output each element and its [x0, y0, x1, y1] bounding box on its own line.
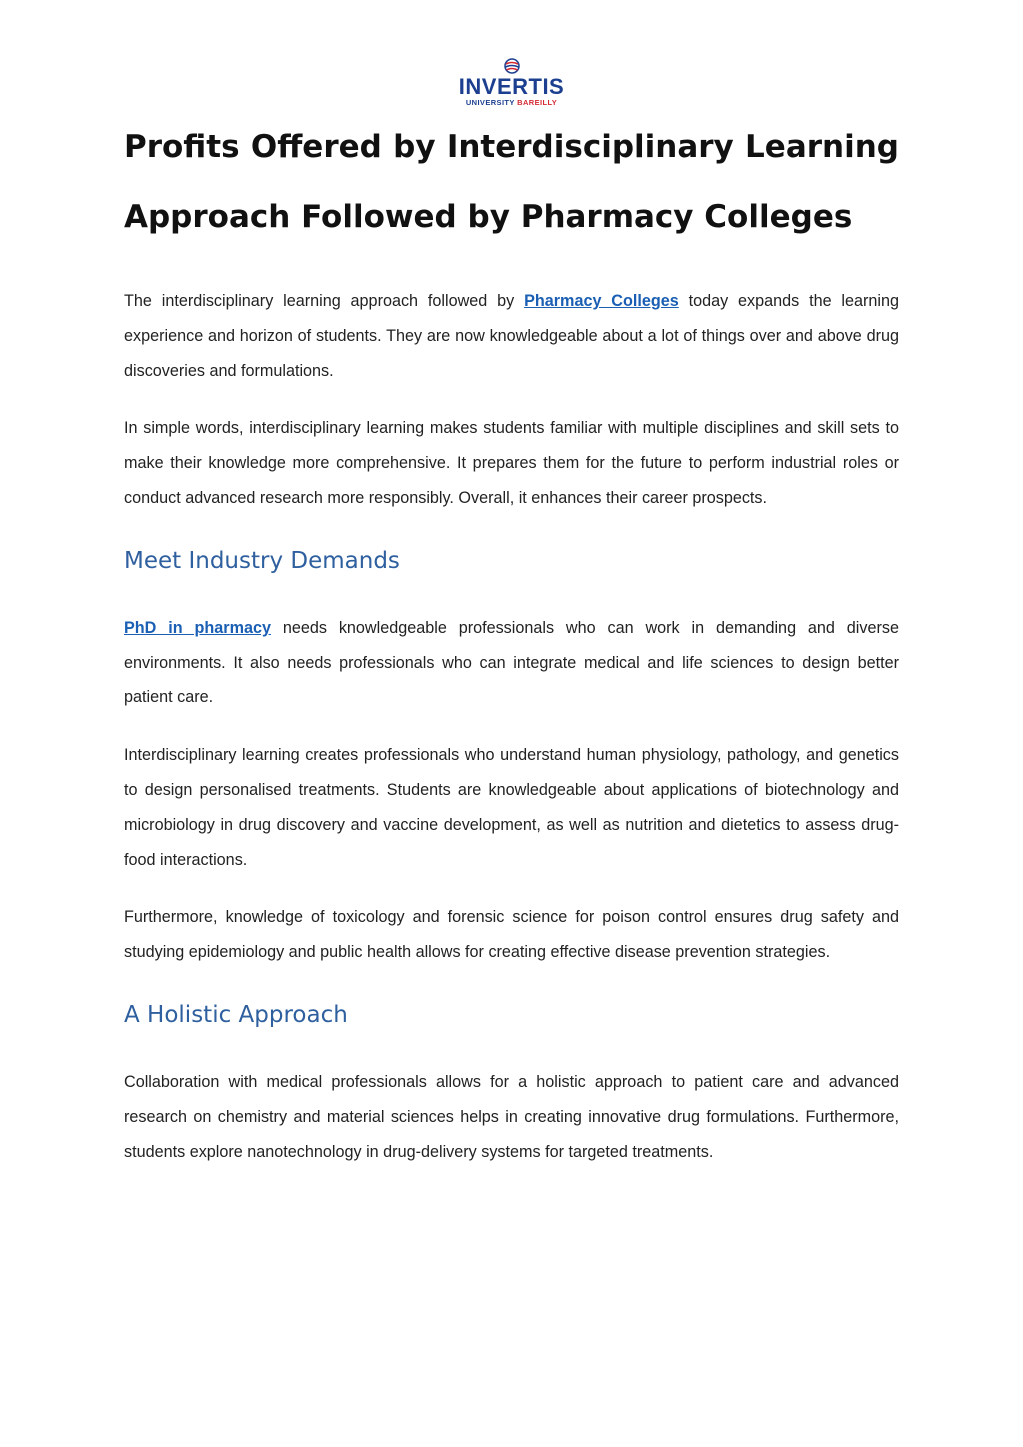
logo-sub-university: UNIVERSITY: [465, 98, 515, 107]
section1-paragraph-3: Furthermore, knowledge of toxicology and forensic science for poison control ensures drug safety and studying epidemiology and public health allows for creating effective disease prevention strategies.: [124, 908, 899, 962]
section1-paragraph-2: Interdisciplinary learning creates professionals who understand human physiology, pathology, and genetics to design personalised treatments. Students are knowledgeable about applications of biotechnology and microbiology in drug discovery and vaccine development, as well as nutrition and dietetics to assess drug-food interactions.: [124, 746, 899, 869]
intro-paragraph-1: [124, 284, 899, 388]
globe-logo-icon: [504, 58, 520, 74]
section1-p1-after: needs knowledgeable professionals who can work in demanding and diverse environments. It also needs professionals who can integrate medical and life sciences to design better patient care.: [124, 618, 899, 707]
logo-wordmark: INVERTIS: [458, 74, 565, 99]
logo-subtitle: [0, 98, 1023, 108]
section-heading-holistic-approach: A Holistic Approach: [124, 1001, 348, 1028]
section1-paragraph-1: [124, 611, 899, 715]
document-title: [124, 112, 899, 252]
section-heading-industry-demands: Meet Industry Demands: [124, 547, 400, 574]
intro-paragraph-2: In simple words, interdisciplinary learning makes students familiar with multiple disciplines and skill sets to make their knowledge more comprehensive. It prepares them for the future to perform industrial roles or conduct advanced research more responsibly. Overall, it enhances their career prospects.: [124, 419, 899, 507]
pharmacy-colleges-link[interactable]: Pharmacy Colleges: [524, 292, 679, 310]
title-line-1: Profits Offered by Interdisciplinary Learning: [124, 129, 899, 165]
phd-in-pharmacy-link[interactable]: PhD in pharmacy: [124, 618, 271, 637]
intro-p1-after: today expands the learning experience and horizon of students. They are now knowledgeable about a lot of things over and above drug discoveries and formulations.: [124, 292, 900, 380]
intro-p1-before: The interdisciplinary learning approach followed by: [124, 292, 525, 310]
university-logo: [0, 58, 1023, 108]
logo-sub-city: BAREILLY: [517, 98, 558, 107]
title-line-2: Approach Followed by Pharmacy Colleges: [124, 199, 853, 235]
article-content: [124, 112, 899, 1169]
section2-paragraph-1: Collaboration with medical professionals allows for a holistic approach to patient care and advanced research on chemistry and material sciences helps in creating innovative drug formulations. Furthermore, students explore nanotechnology in drug-delivery systems for targeted treatments.: [124, 1072, 899, 1161]
